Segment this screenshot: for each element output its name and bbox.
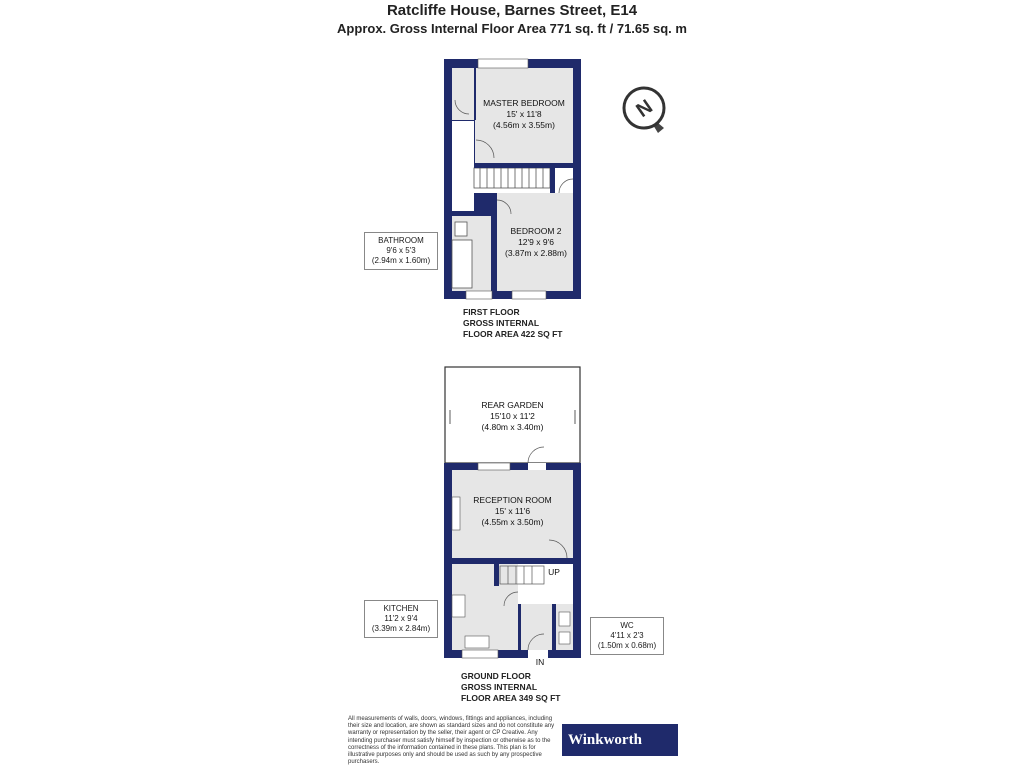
wc-imperial: 4'11 x 2'3 (610, 631, 644, 640)
first-floor-area-label (463, 307, 563, 340)
wc-callout (590, 617, 664, 655)
first-floor-label-line2: GROSS INTERNAL (463, 318, 540, 328)
bathroom-imperial: 9'6 x 5'3 (386, 246, 416, 255)
reception-room-metric: (4.55m x 3.50m) (481, 517, 544, 527)
rear-garden-metric: (4.80m x 3.40m) (481, 422, 544, 432)
toilet (455, 222, 467, 236)
reception-room-imperial: 15' x 11'6 (494, 506, 531, 516)
wc-name: WC (620, 621, 634, 630)
master-bedroom-label (475, 98, 573, 131)
rear-garden-name: REAR GARDEN (481, 400, 544, 410)
master-bedroom-metric: (4.56m x 3.55m) (493, 120, 555, 130)
kitchen-name: KITCHEN (383, 604, 419, 613)
bathroom-metric: (2.94m x 1.60m) (371, 256, 431, 265)
ground-floor-label-line1: GROUND FLOOR (461, 671, 531, 681)
bedroom-2-metric: (3.87m x 2.88m) (505, 248, 567, 258)
floor-area-subtitle: Approx. Gross Internal Floor Area 771 sq. ft / 71.65 sq. m (337, 21, 687, 36)
kitchen-metric: (3.39m x 2.84m) (371, 624, 431, 633)
reception-room-label (452, 495, 573, 528)
svg-text:N: N (632, 95, 657, 122)
stairs-up-label: UP (548, 567, 560, 577)
first-floor-label-line1: FIRST FLOOR (463, 307, 520, 317)
bath-tub (452, 240, 472, 288)
first-floor-label-line3: FLOOR AREA 422 SQ FT (463, 329, 563, 339)
kitchen-callout (364, 600, 438, 638)
bathroom-callout (364, 232, 438, 270)
rear-garden-imperial: 15'10 x 11'2 (490, 411, 535, 421)
ground-floor-area-label (461, 671, 561, 704)
reception-room-name: RECEPTION ROOM (473, 495, 552, 505)
kitchen-imperial: 11'2 x 9'4 (384, 614, 418, 623)
rear-garden-label (445, 400, 580, 433)
ground-floor-label-line2: GROSS INTERNAL (461, 682, 538, 692)
disclaimer-text: All measurements of walls, doors, windows, fittings and appliances, including their size and location, are shown as standard sizes and do not constitute any warranty or representation by the seller, their agent or CP Creative. Any intending purchaser must satisfy himself by inspection or otherwise as to the correctness of the information contained in these plans. This plan is for illustrative purposes only and should be used as such by any prospective purchasers. (348, 716, 555, 766)
bedroom-2-label (497, 226, 575, 259)
master-bedroom-name: MASTER BEDROOM (483, 98, 565, 108)
north-compass-icon (624, 88, 664, 133)
winkworth-logo: Winkworth (562, 724, 678, 756)
entrance-label: IN (535, 657, 545, 667)
master-bedroom-imperial: 15' x 11'8 (506, 109, 542, 119)
plan-title: Ratcliffe House, Barnes Street, E14 (386, 2, 638, 19)
bedroom-2-name: BEDROOM 2 (510, 226, 562, 236)
ground-floor-label-line3: FLOOR AREA 349 SQ FT (461, 693, 561, 703)
bathroom-name: BATHROOM (378, 236, 424, 245)
first-floor-plan (444, 59, 581, 299)
wc-metric: (1.50m x 0.68m) (597, 641, 657, 650)
bedroom-2-imperial: 12'9 x 9'6 (518, 237, 554, 247)
